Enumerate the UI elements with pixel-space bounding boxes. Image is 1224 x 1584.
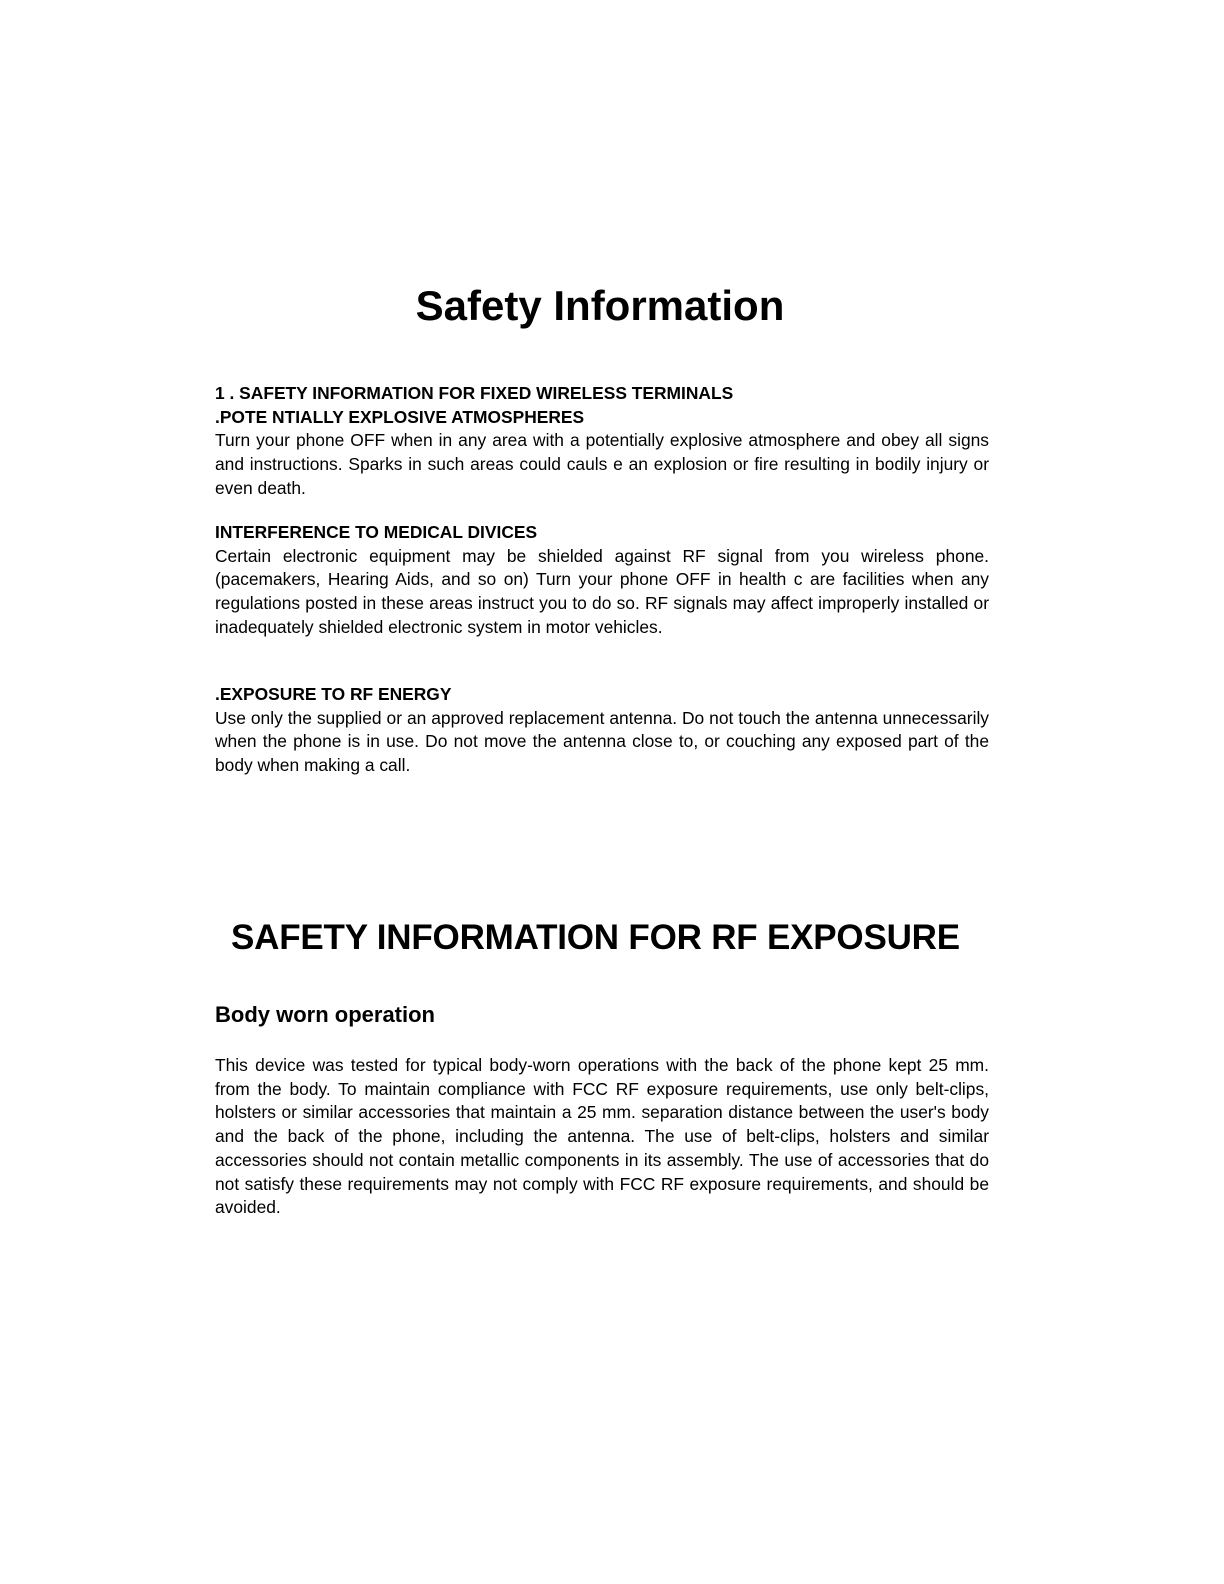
body-worn-heading: Body worn operation [215, 1002, 435, 1027]
section-body-worn [215, 1054, 989, 1220]
section-body: Turn your phone OFF when in any area with a potentially explosive atmosphere and obey all signs and instructions. Sparks in such areas could cauls e an explosion or fire resulting in bodily injury or even death. [215, 430, 989, 498]
page-title: Safety Information [415, 282, 785, 329]
section-heading: 1 . SAFETY INFORMATION FOR FIXED WIRELESS TERMINALS [215, 383, 734, 403]
section-heading: INTERFERENCE TO MEDICAL DIVICES [215, 522, 538, 542]
section-rf-energy [215, 683, 989, 778]
section-medical-devices [215, 521, 989, 640]
section-explosive-atmospheres [215, 382, 989, 501]
rf-exposure-title: SAFETY INFORMATION FOR RF EXPOSURE [231, 918, 960, 957]
section-subheading: .POTE NTIALLY EXPLOSIVE ATMOSPHERES [215, 406, 585, 427]
section-heading: .EXPOSURE TO RF ENERGY [215, 684, 452, 704]
section-body: This device was tested for typical body-worn operations with the back of the phone kept 25 mm. from the body. To maintain compliance with FCC RF exposure requirements, use only belt-clips, holsters or similar accessories that maintain a 25 mm. separation distance between the user's body and the back of the phone, including the antenna. The use of belt-clips, holsters and similar accessories should not contain metallic components in its assembly. The use of accessories that do not satisfy these requirements may not comply with FCC RF exposure requirements, and should be avoided. [215, 1055, 989, 1218]
section-body: Use only the supplied or an approved replacement antenna. Do not touch the antenna unnecessarily when the phone is in use. Do not move the antenna close to, or couching any exposed part of the body when making a call. [215, 707, 989, 776]
section-body: Certain electronic equipment may be shielded against RF signal from you wireless phone. (pacemakers, Hearing Aids, and so on) Turn your phone OFF in health c are facilities when any regulations posted in these areas instruct you to do so. RF signals may affect improperly installed or inadequately shielded electronic system in motor vehicles. [215, 545, 989, 637]
